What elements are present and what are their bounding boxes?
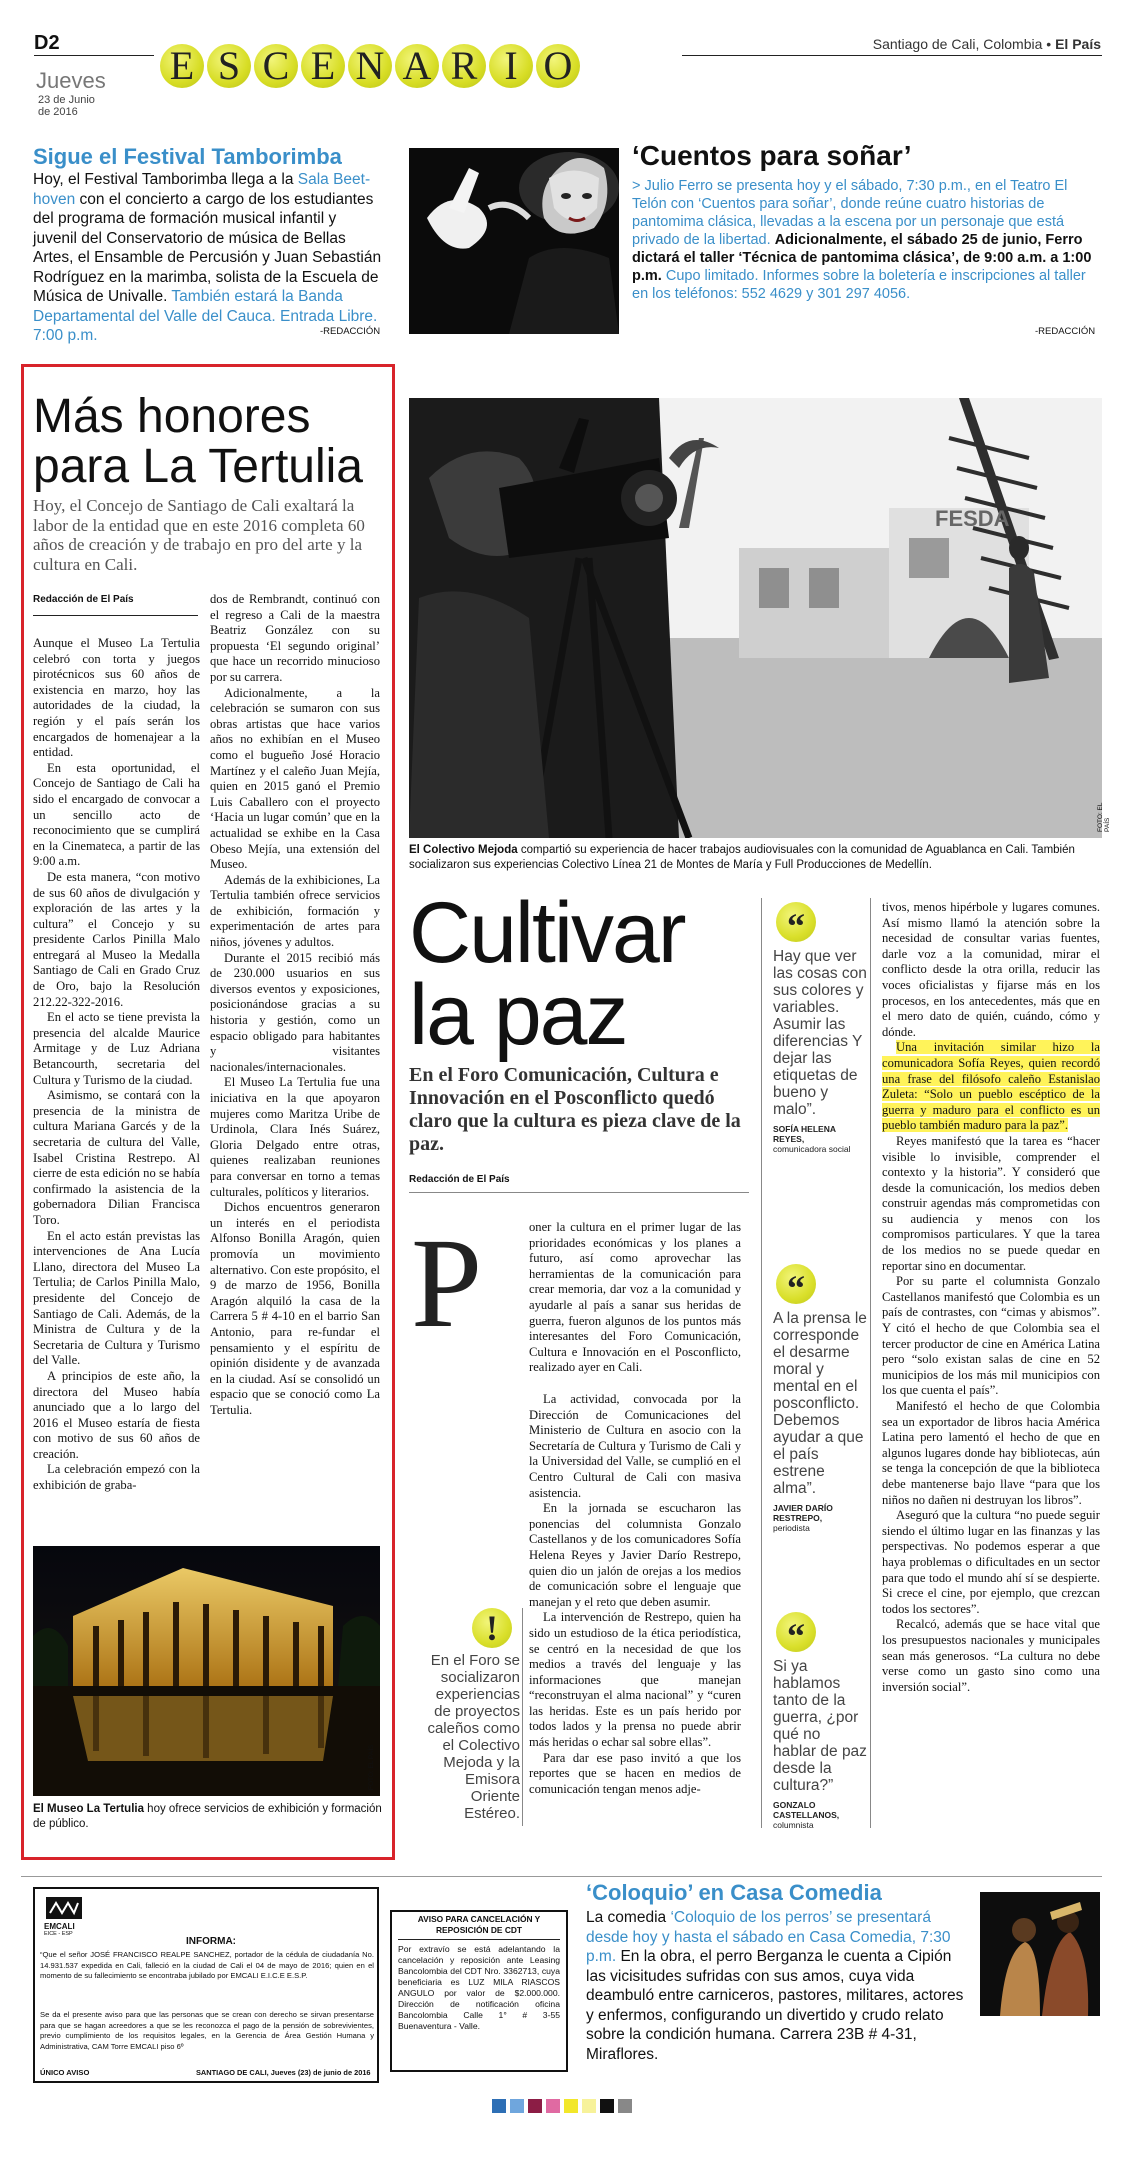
cdt-body: Por extravío se está adelantando la cancelación y reposición ante Leasing Bancolombia del CDT Nro. 3362713, cuya beneficiaria es LUZ MILA RIASCOS ANGULO por valor de $2.000.000. Dirección de notificación oficina Bancolombia Calle 1° # 3-55 Buenaventura - Valle. [398,1944,560,2031]
paragraph: A principios de este año, la directora del Museo había anunciado que a lo largo del 2016 el Museo estaría de fiesta con motivo de sus 60 años de creación. [33,1368,200,1461]
emcali-footer-right: SANTIAGO DE CALI, Jueves (23) de junio de 2016 [196,2068,371,2077]
emcali-footer-left: ÚNICO AVISO [40,2068,90,2077]
museum-photo-image [33,1546,380,1796]
section-letter: I [489,44,533,88]
festival-body [33,170,383,346]
cuentos-text-1: Julio Ferro se presenta hoy y el sábado, 7:30 p.m., en el Teatro El Telón con ‘Cuentos para soñar’, donde reúne cuatro historias de pantomima clásica, llevadas a la escena por un personaje que está privado de la libertad. [632,178,1068,248]
festival-text-2: con el concierto a cargo de los estudiantes del programa de formación musical infantil y juvenil del Conservatorio de música de Bellas Artes, el Ensamble de Percusión y Juan Sebastián Rodríguez en la marimba, solista de la Escuela de Música de Univalle. [33,190,382,305]
paragraph: En el acto se tiene prevista la presencia del alcalde Maurice Armitage y de Luz Adriana Betancourth, secretaria del Cultura y Turismo de la ciudad. [33,1010,200,1087]
paragraph: Adicionalmente, a la celebración se sumaron con sus obras artistas que hace varios años no exhibían en el Museo como el bugueño José Horacio Martínez y el caleño Juan Mejía, quien en 2015 ganó el Premio Luis Caballero con el proyecto ‘Hacia un lugar común’ que en la actualidad se exhibe en la Casa Obeso Mejía, una extensión del Museo. [210,685,380,872]
header-rule-left [34,55,154,56]
highlight: Una invitación similar hizo la comunicadora Sofía Reyes, quien recordó una frase del filósofo caleño Estanislao Zuleta: “Solo un pueblo escéptico de la guerra y maduro para el conflicto es un pueblo también maduro para la paz”. [882,1040,1100,1133]
tertulia-headline: Más honores para La Tertulia [33,390,363,493]
paz-sidebar-rule [522,1608,523,1826]
section-title-escenario [160,44,583,88]
paz-caption-bold: El Colectivo Mejoda [409,844,518,856]
tertulia-byline-rule [33,615,198,616]
tertulia-byline: Redacción de El País [33,594,134,605]
cuentos-title: ‘Cuentos para soñar’ [632,140,912,171]
emcali-heading: INFORMA: [186,1936,236,1947]
coloquio-title-1: ‘Coloquio’ [586,1880,693,1905]
emcali-logo-sub: EICE - ESP [44,1931,73,1937]
mime-photo [409,148,619,334]
bottom-rule [21,1876,1102,1877]
emcali-ad [33,1887,379,2083]
paragraph: Aunque el Museo La Tertulia celebró con torta y juegos pirotécnicos sus 60 años de existencia en marzo, hoy las autoridades de la ciudad, la región y el país serán los encargados de homenajear a la entidad. [33,636,200,760]
exclamation-icon: ! [472,1608,512,1648]
paz-column-2 [882,900,1100,1695]
festival-credit: -REDACCIÓN [320,326,381,337]
quote-1 [773,948,867,1154]
paragraph: Durante el 2015 recibió más de 230.000 usuarios en sus diversos eventos y exposiciones, posicionándose gracias a su historia y gestión, como un espacio obligado para habitantes y visitantes nacionales/internacionales. [210,950,380,1074]
quotes-rule-right [870,898,871,1828]
tertulia-caption-text: hoy ofrece servicios de exhibición y formación de público. [33,1803,382,1830]
tertulia-deck: Hoy, el Concejo de Santiago de Cali exaltará la labor de la entidad que en este 2016 completa 60 años de creación y de trabajo en pro del arte y la cultura en Cali. [33,496,365,574]
paz-caption-text: compartió su experiencia de hacer trabajos audiovisuales con la comunidad de Aguablanca en Cali. También socializaron sus experiencias Colectivo Línea 21 de Montes de María y Full Producciones de Medellín. [409,844,1075,871]
quote-1-text: Hay que ver las cosas con sus colores y variables. Asumir las diferencias Y dejar las etiquetas de bueno y malo”. [773,948,867,1118]
paragraph: En esta oportunidad, el Concejo de Santiago de Cali ha sido el encargado de convocar a un sencillo acto de reconocimiento que se cumplirá en la Cinemateca, a partir de las 9:00 a.m. [33,760,200,869]
section-letter: C [254,44,298,88]
section-letter: E [160,44,204,88]
quote-2-author: JAVIER DARÍO RESTREPO, periodista [773,1503,833,1533]
paragraph: Reyes manifestó que la tarea es “hacer visible lo invisible, comprender el contexto y la historia”. Y consideró que desde la comunicación, los medios deben construir agendas más comprometidas con su audiencia y menos con los compromisos particulares. Y que la tarea de los medios no se puede quedar en reportar sino en documentar. [882,1133,1100,1273]
paz-photo-credit: FOTO: EL PAÍS [1097,802,1111,832]
paragraph: El Museo La Tertulia fue una iniciativa en la que apoyaron mujeres como Maritza Uribe de Urdinola, Clara Inés Suárez, Gloria Delgado entre otras, quienes realizaban reuniones para conversar en torno a temas culturales, políticos y literarios. [210,1075,380,1199]
tertulia-column-1 [33,636,200,1494]
quote-3-author: GONZALO CASTELLANOS, columnista [773,1800,840,1830]
highlighted-paragraph [882,1040,1100,1134]
cuentos-credit: -REDACCIÓN [1035,326,1096,337]
section-letter: N [348,44,392,88]
paragraph: Para dar ese paso invitó a que los reportes que se hacen en medios de comunicación tengan menos adje- [529,1750,741,1796]
paz-byline-rule [409,1192,749,1193]
mime-photo-image [409,148,619,334]
section-letter: E [301,44,345,88]
coloquio-text-3: En la obra, el perro Berganza le cuenta a Cipión las vicisitudes sufridas con sus amos, cuya vida deambuló entre carniceros, pastores, militares, actores y enfermos, configurando un divertido y crudo relato sobre la condición humana. Carrera 23B # 4-31, Miraflores. [586,1948,964,2063]
quote-2-text: A la prensa le corresponde el desarme moral y mental en el posconflicto. Debemos ayudar a que el país estrene alma”. [773,1310,867,1497]
paragraph: En la jornada se escucharon las ponencias del columnista Gonzalo Castellanos y de los comunicadores Sofía Helena Reyes y Javier Darío Restrepo, quien dio un jalón de orejas a los medios de comunicación sobre el lenguaje que manejan y el reto que deben asumir. [529,1501,741,1609]
paragraph: La celebración empezó con la exhibición de graba- [33,1462,200,1493]
paragraph: De esta manera, “con motivo de sus 60 años de divulgación y exploración de las artes y la cultura” el Concejo y su presidente Carlos Pinilla Malo entregará al Museo la Medalla Santiago de Cali en Grado Cruz de Oro, bajo la Resolución 212.22-322-2016. [33,869,200,1009]
tertulia-caption-bold: El Museo La Tertulia [33,1803,144,1815]
festival-text-1: Hoy, el Festival Tamborimba llega a la [33,171,298,188]
paragraph: Dichos encuentros generaron un interés en el periodista Alfonso Bonilla Aragón, quien promovía un movimiento alternativo. Con este propósito, el 9 de marzo de 1956, Bonilla Aragón alquiló la casa de la Carrera 5 # 4-10 en el barrio San Antonio, para re-fundar el pensamiento y el espíritu de opinión disidente y de avanzada en la ciudad. Así se consolidó un espacio que se conoció como La Tertulia. [210,1200,380,1417]
paper-name: El País [1055,36,1101,52]
paragraph: Además de la exhibiciones, La Tertulia también ofrece servicios de exhibición, formación y experimentación de artes para niños, jóvenes y adultos. [210,872,380,950]
paz-photo-sign: FESDA [935,506,1010,531]
coloquio-title-2: en Casa Comedia [692,1880,882,1905]
cdt-title-rule [398,1939,560,1940]
date-line-2: de 2016 [38,106,78,118]
date-line-1: 23 de Junio [38,94,95,106]
quote-icon: “ [776,902,816,942]
emcali-logo: EMCALI [44,1922,75,1931]
paz-byline: Redacción de El País [409,1174,510,1185]
paragraph: Manifestó el hecho de que Colombia sea un exportador de libros hacia América Latina pero lamentó el hecho de que en algunos lugares donde hay bibliotecas, aún se tenga la concepción de que la biblioteca debe mantenerse bajo llave “para que los niños no dañen ni destruyan los libros”. [882,1399,1100,1507]
section-letter: S [207,44,251,88]
paz-caption [409,843,1099,873]
cuentos-body [632,177,1098,303]
quote-2 [773,1310,867,1533]
quote-3 [773,1658,867,1830]
coloquio-photo [980,1892,1100,2016]
paragraph: Por su parte el columnista Gonzalo Castellanos manifestó que Colombia es un país de contrastes, con “cimas y abismos”. Y citó el hecho de que Colombia sea el tercer productor de cine en América Latina pero “solo existan salas de cine en 52 municipios de los más mil municipios con los que cuenta el país”. [882,1274,1100,1398]
camera-photo-image [409,398,1102,838]
quote-1-author: SOFÍA HELENA REYES, comunicadora social [773,1124,851,1154]
cuentos-arrow: > [632,178,645,194]
festival-title: Sigue el Festival Tamborimba [33,144,342,169]
cdt-title: AVISO PARA CANCELACIÓN Y REPOSICIÓN DE CDT [417,1914,541,1935]
page-number: D2 [34,32,60,54]
color-registration-bar [492,2098,632,2112]
paragraph: La actividad, convocada por la Dirección de Comunicaciones del Ministerio de Cultura en asocio con la Secretaría de Cultura y Turismo de Cali y la Universidad del Valle, se cumplió en el Centro Cultural de Cali con masiva asistencia. [529,1392,741,1500]
weekday: Jueves [36,68,106,93]
coloquio-body [586,1908,974,2064]
paragraph: dos de Rembrandt, continuó con el regreso a Cali de la maestra Beatriz González con su propuesta ‘El segundo original’ que hace un recorrido minucioso por su carrera. [210,592,380,684]
cuentos-text-2: Adicionalmente, el sábado 25 de junio, Ferro dictará el taller ‘Técnica de pantomima clásica’, de 9:00 a.m. a 1:00 p.m. [632,232,1092,284]
section-letter: O [536,44,580,88]
paz-headline: Cultivar la paz [409,885,685,1063]
paz-sidebar: En el Foro se socializaron experiencias de proyectos caleños como el Colectivo Mejoda y la Emisora Oriente Estéreo. [427,1652,520,1822]
header-rule-right [682,55,1102,56]
festival-text-3: También estará la Banda Departamental del Valle del Cauca. Entrada Libre. 7:00 p.m. [33,288,378,344]
tertulia-column-2 [210,592,380,1418]
actors-photo-image [980,1892,1100,2016]
festival-venue: Sala Beet-hoven [33,171,371,208]
quote-icon: “ [776,1612,816,1652]
paz-photo [409,398,1102,838]
paragraph: Aseguró que la cultura “no puede seguir siendo el último lugar en las finanzas y las perspectivas. No podemos esperar a que haya problemas o dificultades en un sector para que todo el mundo ahí sí se despierte. Si crece el cine, por ejemplo, que crezcan todos los sectores”. [882,1508,1100,1616]
coloquio-title [586,1880,882,1906]
paz-column-1-first: oner la cultura en el primer lugar de las prioridades económicas y los planes a futuro, así como aprovechar las herramientas de la comunicación para crear memoria, dar voz a la comunidad y ayudarle al país a sanar sus heridas de guerra, fueron algunos de los puntos más interesantes del Foro Comunicación, Cultura e Innovación en el Posconflicto, realizado ayer en Cali. [529,1220,741,1375]
paragraph: La intervención de Restrepo, quien ha sido un estudioso de la ética periodística, se centró en la necesidad de que los medios a través del lenguaje y las informaciones que manejan “reconstruyan el alma nacional” y “curen las heridas. Este es un país herido por todos lados y la prensa no puede abrir más heridas o echar sal sobre ellas”. [529,1610,741,1750]
coloquio-text-2: ‘Coloquio de los perros’ se presentará desde hoy y hasta el sábado en Casa Comedia, 7:30 p.m. [586,1909,951,1965]
location: Santiago de Cali, Colombia • [872,36,1056,52]
section-letter: R [442,44,486,88]
tertulia-photo-credit: FOTO: EL PAÍS [368,1744,375,1790]
paz-deck: En el Foro Comunicación, Cultura e Innovación en el Posconflicto quedó claro que la cultura es pieza clave de la paz. [409,1064,741,1155]
location-line [873,36,1101,52]
tertulia-photo [33,1546,380,1796]
coloquio-text-1: La comedia [586,1909,671,1926]
paz-dropcap: P [411,1212,483,1354]
paragraph: tivos, menos hipérbole y lugares comunes. Así mismo llamó la atención sobre la necesidad de consultar varias fuentes, darle voz a la comunidad, mirar el conflicto desde la otra orilla, reducir las voces oficialistas y fijarse más en los procesos, en los antecedentes, más que en el mero dato de quién, cuándo, cómo y dónde. [882,900,1100,1039]
emcali-body-1: “Que el señor JOSÉ FRANCISCO REALPE SANCHEZ, portador de la cédula de ciudadanía No. 14.931.537 expedida en Cali, falleció en la ciudad de Cali el 04 de mayo de 2016; quien en el momento de su fallecimiento se encontraba jubilado por EMCALI E.I.C.E E.S.P. [40,1950,374,1980]
quote-3-text: Si ya hablamos tanto de la guerra, ¿por qué no hablar de paz desde la cultura?” [773,1658,867,1794]
tertulia-caption [33,1802,383,1832]
paragraph: En el acto están previstas las intervenciones de Ana Lucía Llano, directora del Museo La Tertulia; de Carlos Pinilla Malo, presidente del Concejo de Santiago de Cali. Además, de la Ministra de Cultura y de la Secretaria de Cultura y Turismo del Valle. [33,1228,200,1368]
section-letter: A [395,44,439,88]
paz-column-1 [529,1392,741,1797]
emcali-body-2: Se da el presente aviso para que las personas que se crean con derecho se sirvan presentarse para que se hagan acreedores a que se les reconozca el pago de la pensión de sobrevivientes, previo cumplimiento de los requisitos legales, en la Gerencia de Área Gestión Humana y Administrativa, CAM Torre EMCALI piso 6º [40,2010,374,2051]
paragraph: Recalcó, además que se hace vital que los presupuestos nacionales y municipales sean más generosos. “La cultura no debe verse como un gasto sino como una inversión social”. [882,1617,1100,1694]
paragraph: Asimismo, se contará con la presencia de la ministra de cultura Mariana Garcés y de la secretaria de cultura del Valle, Isabel Cristina Restrepo. Al cierre de esta edición no se había confirmado la asistencia de la gobernadora Dilian Francisca Toro. [33,1088,200,1227]
quote-icon: “ [776,1264,816,1304]
quotes-rule-left [761,898,762,1828]
cuentos-text-3: Cupo limitado. Informes sobre la boletería e inscripciones al taller en los teléfonos: 552 4629 y 301 297 4056. [632,268,1086,302]
emcali-logo-icon [44,1895,84,1921]
